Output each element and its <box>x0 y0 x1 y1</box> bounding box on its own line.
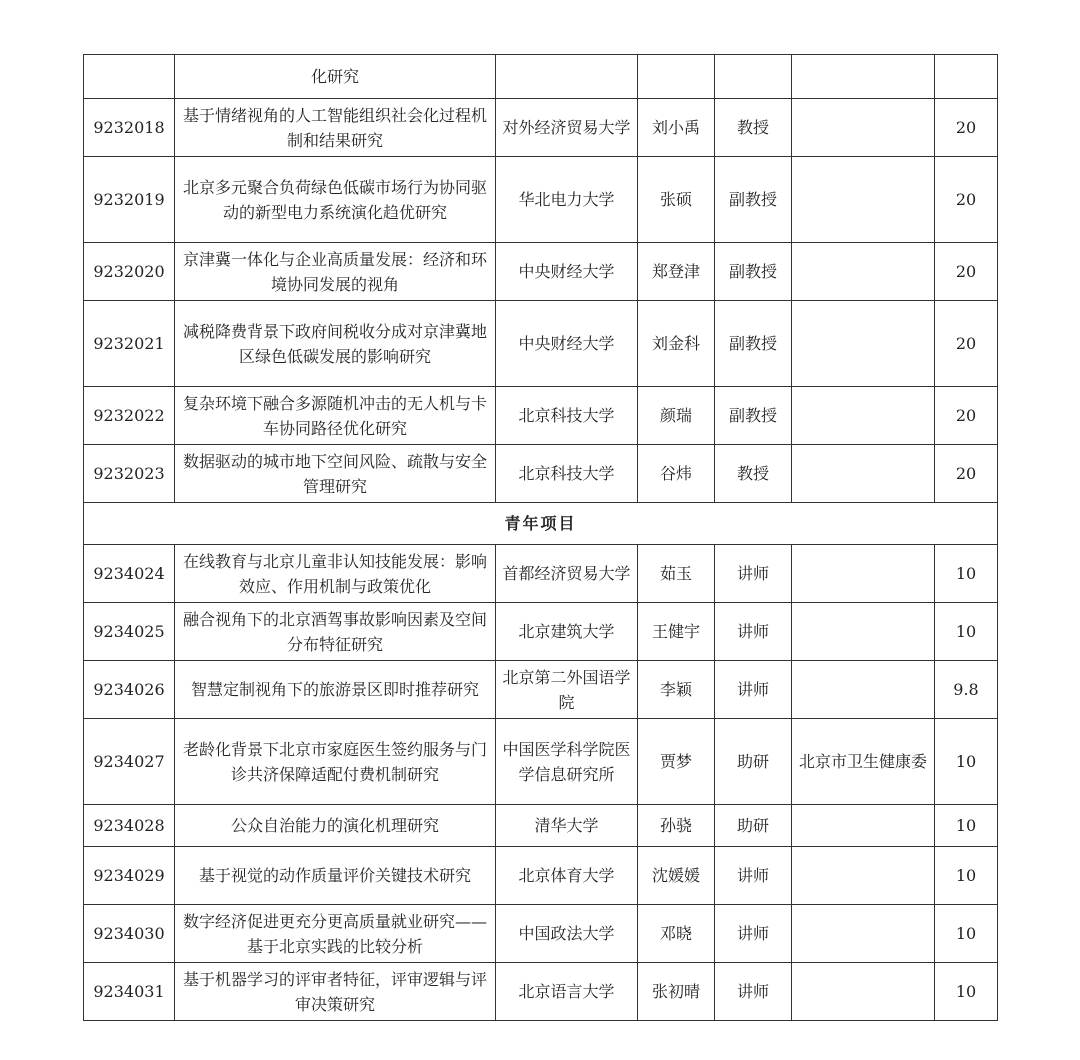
leader-name-cell: 王健宇 <box>638 603 715 661</box>
funding-amount-cell: 20 <box>935 301 998 387</box>
table-row <box>84 963 998 1021</box>
table-row <box>84 301 998 387</box>
table-row <box>84 55 998 99</box>
project-code-cell: 9232019 <box>84 157 175 243</box>
institution-cell: 中央财经大学 <box>496 243 638 301</box>
table-row <box>84 545 998 603</box>
institution-cell: 华北电力大学 <box>496 157 638 243</box>
funding-amount-cell: 20 <box>935 445 998 503</box>
project-code-cell: 9234027 <box>84 719 175 805</box>
project-title-cell: 基于视觉的动作质量评价关键技术研究 <box>175 847 496 905</box>
project-title-cell: 基于情绪视角的人工智能组织社会化过程机制和结果研究 <box>175 99 496 157</box>
leader-rank-cell: 教授 <box>715 99 792 157</box>
project-title-cell: 数字经济促进更充分更高质量就业研究——基于北京实践的比较分析 <box>175 905 496 963</box>
note-cell <box>792 301 935 387</box>
project-code-cell <box>84 55 175 99</box>
leader-name-cell: 茹玉 <box>638 545 715 603</box>
funding-amount-cell: 10 <box>935 603 998 661</box>
funding-amount-cell <box>935 55 998 99</box>
table-row <box>84 805 998 847</box>
project-title-cell: 数据驱动的城市地下空间风险、疏散与安全管理研究 <box>175 445 496 503</box>
funding-amount-cell: 10 <box>935 805 998 847</box>
project-table-body <box>84 55 998 1021</box>
funding-amount-cell: 10 <box>935 719 998 805</box>
project-title-cell: 化研究 <box>175 55 496 99</box>
project-code-cell: 9234025 <box>84 603 175 661</box>
leader-name-cell: 贾梦 <box>638 719 715 805</box>
leader-name-cell: 张硕 <box>638 157 715 243</box>
note-cell <box>792 661 935 719</box>
institution-cell: 北京建筑大学 <box>496 603 638 661</box>
institution-cell: 对外经济贸易大学 <box>496 99 638 157</box>
leader-rank-cell: 副教授 <box>715 243 792 301</box>
table-row <box>84 99 998 157</box>
project-table <box>83 54 998 1021</box>
note-cell <box>792 905 935 963</box>
funding-amount-cell: 20 <box>935 99 998 157</box>
note-cell <box>792 603 935 661</box>
leader-name-cell: 张初晴 <box>638 963 715 1021</box>
leader-rank-cell: 助研 <box>715 805 792 847</box>
leader-rank-cell: 副教授 <box>715 157 792 243</box>
project-title-cell: 在线教育与北京儿童非认知技能发展：影响效应、作用机制与政策优化 <box>175 545 496 603</box>
funding-amount-cell: 20 <box>935 243 998 301</box>
table-row <box>84 719 998 805</box>
leader-name-cell: 郑登津 <box>638 243 715 301</box>
section-row <box>84 503 998 545</box>
project-code-cell: 9234026 <box>84 661 175 719</box>
table-row <box>84 847 998 905</box>
leader-name-cell: 谷炜 <box>638 445 715 503</box>
institution-cell: 北京科技大学 <box>496 387 638 445</box>
project-title-cell: 复杂环境下融合多源随机冲击的无人机与卡车协同路径优化研究 <box>175 387 496 445</box>
institution-cell: 中国政法大学 <box>496 905 638 963</box>
institution-cell <box>496 55 638 99</box>
funding-amount-cell: 20 <box>935 387 998 445</box>
funding-amount-cell: 9.8 <box>935 661 998 719</box>
project-title-cell: 老龄化背景下北京市家庭医生签约服务与门诊共济保障适配付费机制研究 <box>175 719 496 805</box>
project-code-cell: 9232021 <box>84 301 175 387</box>
institution-cell: 北京体育大学 <box>496 847 638 905</box>
project-code-cell: 9234028 <box>84 805 175 847</box>
table-row <box>84 445 998 503</box>
table-row <box>84 603 998 661</box>
funding-amount-cell: 10 <box>935 545 998 603</box>
institution-cell: 首都经济贸易大学 <box>496 545 638 603</box>
leader-rank-cell: 讲师 <box>715 603 792 661</box>
leader-rank-cell: 副教授 <box>715 387 792 445</box>
leader-rank-cell: 讲师 <box>715 847 792 905</box>
note-cell <box>792 99 935 157</box>
project-title-cell: 融合视角下的北京酒驾事故影响因素及空间分布特征研究 <box>175 603 496 661</box>
project-code-cell: 9234030 <box>84 905 175 963</box>
note-cell <box>792 847 935 905</box>
institution-cell: 清华大学 <box>496 805 638 847</box>
note-cell <box>792 545 935 603</box>
leader-name-cell: 颜瑞 <box>638 387 715 445</box>
funding-amount-cell: 20 <box>935 157 998 243</box>
note-cell <box>792 387 935 445</box>
project-code-cell: 9232023 <box>84 445 175 503</box>
leader-name-cell: 孙骁 <box>638 805 715 847</box>
project-code-cell: 9234031 <box>84 963 175 1021</box>
note-cell <box>792 243 935 301</box>
institution-cell: 北京语言大学 <box>496 963 638 1021</box>
leader-rank-cell: 讲师 <box>715 545 792 603</box>
note-cell: 北京市卫生健康委 <box>792 719 935 805</box>
leader-name-cell: 刘金科 <box>638 301 715 387</box>
table-row <box>84 387 998 445</box>
leader-rank-cell: 助研 <box>715 719 792 805</box>
funding-amount-cell: 10 <box>935 847 998 905</box>
leader-name-cell: 刘小禹 <box>638 99 715 157</box>
leader-rank-cell <box>715 55 792 99</box>
leader-rank-cell: 讲师 <box>715 963 792 1021</box>
project-code-cell: 9234024 <box>84 545 175 603</box>
project-code-cell: 9232020 <box>84 243 175 301</box>
funding-amount-cell: 10 <box>935 905 998 963</box>
leader-rank-cell: 教授 <box>715 445 792 503</box>
institution-cell: 中国医学科学院医学信息研究所 <box>496 719 638 805</box>
leader-name-cell: 邓晓 <box>638 905 715 963</box>
leader-name-cell <box>638 55 715 99</box>
project-title-cell: 基于机器学习的评审者特征，评审逻辑与评审决策研究 <box>175 963 496 1021</box>
project-title-cell: 智慧定制视角下的旅游景区即时推荐研究 <box>175 661 496 719</box>
table-row <box>84 661 998 719</box>
leader-rank-cell: 讲师 <box>715 905 792 963</box>
project-code-cell: 9232022 <box>84 387 175 445</box>
leader-rank-cell: 讲师 <box>715 661 792 719</box>
note-cell <box>792 805 935 847</box>
leader-rank-cell: 副教授 <box>715 301 792 387</box>
table-row <box>84 905 998 963</box>
project-title-cell: 京津冀一体化与企业高质量发展：经济和环境协同发展的视角 <box>175 243 496 301</box>
table-row <box>84 157 998 243</box>
institution-cell: 中央财经大学 <box>496 301 638 387</box>
project-code-cell: 9232018 <box>84 99 175 157</box>
section-title: 青年项目 <box>84 503 998 545</box>
funding-amount-cell: 10 <box>935 963 998 1021</box>
leader-name-cell: 沈媛媛 <box>638 847 715 905</box>
project-title-cell: 北京多元聚合负荷绿色低碳市场行为协同驱动的新型电力系统演化趋优研究 <box>175 157 496 243</box>
note-cell <box>792 963 935 1021</box>
note-cell <box>792 55 935 99</box>
institution-cell: 北京科技大学 <box>496 445 638 503</box>
leader-name-cell: 李颖 <box>638 661 715 719</box>
note-cell <box>792 157 935 243</box>
note-cell <box>792 445 935 503</box>
table-row <box>84 243 998 301</box>
project-code-cell: 9234029 <box>84 847 175 905</box>
institution-cell: 北京第二外国语学院 <box>496 661 638 719</box>
project-title-cell: 公众自治能力的演化机理研究 <box>175 805 496 847</box>
project-title-cell: 减税降费背景下政府间税收分成对京津冀地区绿色低碳发展的影响研究 <box>175 301 496 387</box>
